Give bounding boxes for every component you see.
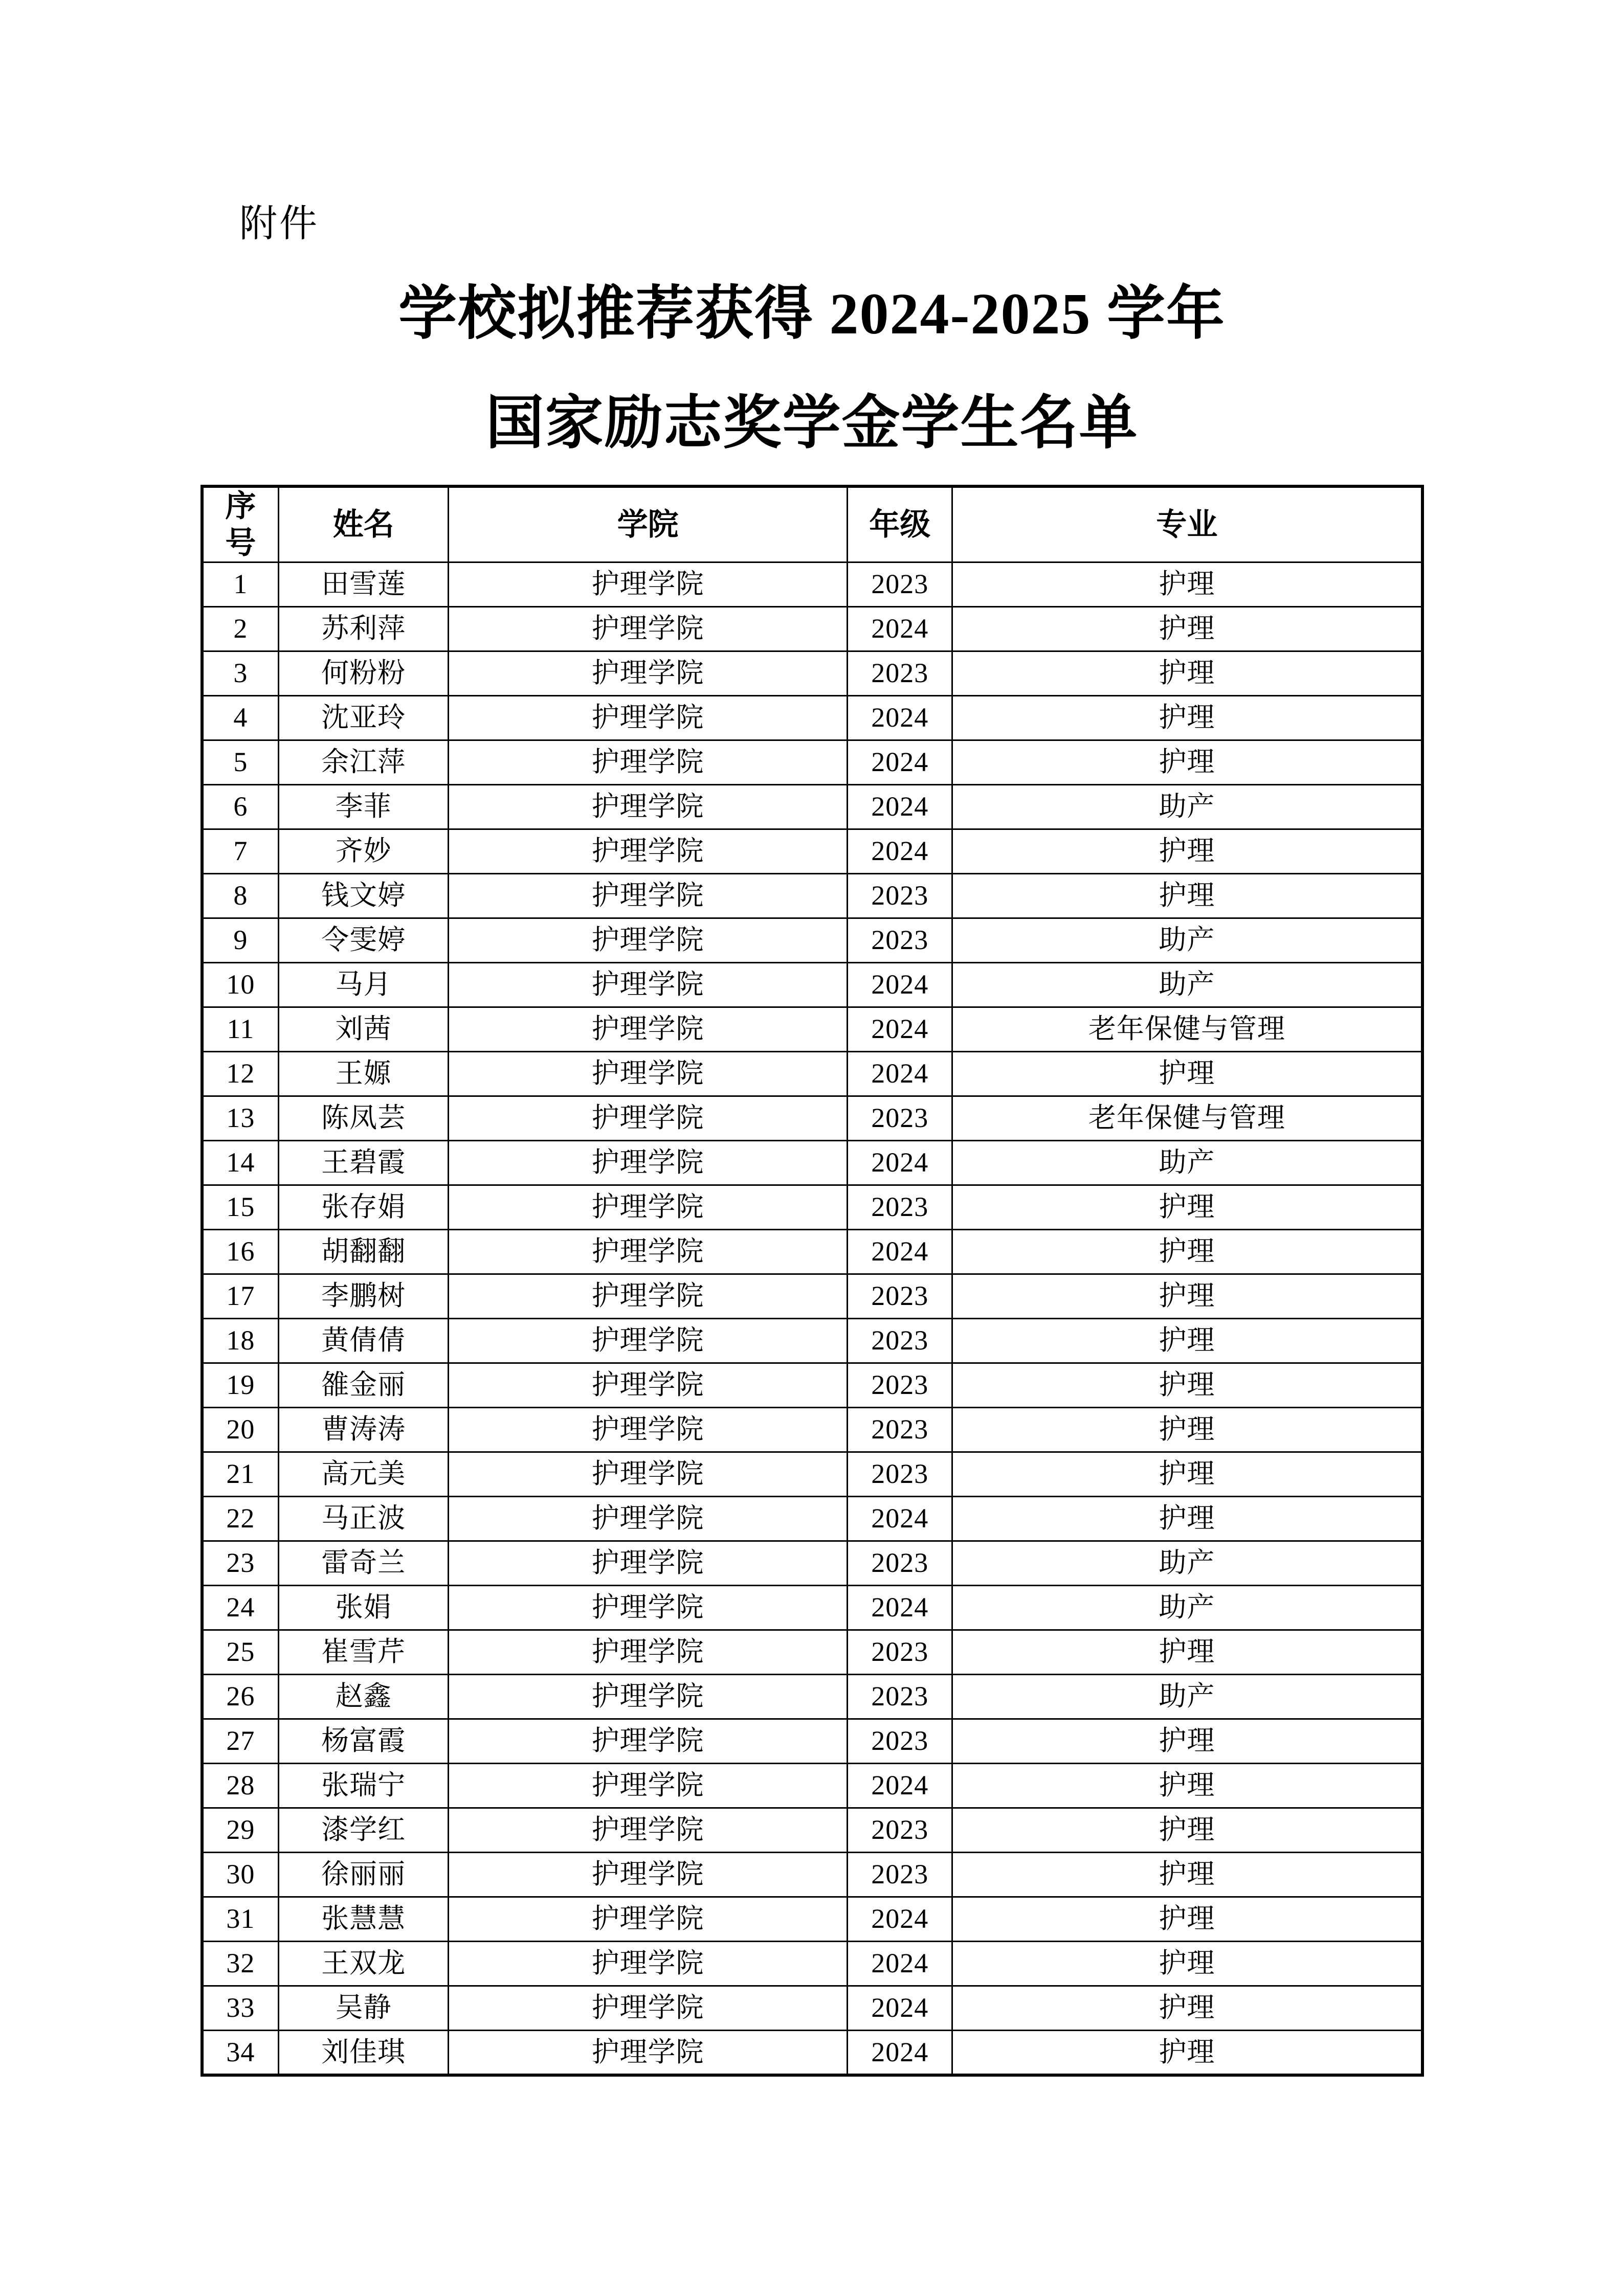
cell-grade: 2023: [848, 1408, 952, 1452]
cell-name: 曹涛涛: [279, 1408, 449, 1452]
cell-major: 护理: [952, 1897, 1422, 1942]
cell-name: 令雯婷: [279, 918, 449, 963]
table-row: [202, 607, 1422, 651]
cell-no: 6: [202, 785, 279, 829]
cell-grade: 2024: [848, 1052, 952, 1096]
cell-major: 护理: [952, 1808, 1422, 1853]
cell-no: 2: [202, 607, 279, 651]
cell-no: 10: [202, 963, 279, 1007]
table-row: [202, 1274, 1422, 1319]
cell-grade: 2023: [848, 1096, 952, 1141]
cell-no: 17: [202, 1274, 279, 1319]
cell-college: 护理学院: [448, 1452, 847, 1497]
cell-college: 护理学院: [448, 1052, 847, 1096]
cell-name: 雒金丽: [279, 1363, 449, 1408]
header-cell-no: 序号: [202, 486, 279, 562]
table-row: [202, 1497, 1422, 1541]
cell-college: 护理学院: [448, 1897, 847, 1942]
cell-no: 13: [202, 1096, 279, 1141]
cell-grade: 2024: [848, 1764, 952, 1808]
cell-no: 9: [202, 918, 279, 963]
cell-major: 助产: [952, 1586, 1422, 1630]
page-title-line1: 学校拟推荐获得 2024-2025 学年: [398, 281, 1226, 346]
table-row: [202, 1096, 1422, 1141]
cell-major: 助产: [952, 1675, 1422, 1719]
cell-grade: 2024: [848, 1897, 952, 1942]
cell-college: 护理学院: [448, 607, 847, 651]
cell-name: 齐妙: [279, 829, 449, 874]
table-row: [202, 1185, 1422, 1230]
cell-major: 护理: [952, 651, 1422, 696]
header-cell-grade: 年级: [848, 486, 952, 562]
cell-grade: 2023: [848, 1630, 952, 1675]
table-row: [202, 1808, 1422, 1853]
cell-grade: 2024: [848, 696, 952, 740]
table-row: [202, 1853, 1422, 1897]
cell-grade: 2023: [848, 1853, 952, 1897]
cell-college: 护理学院: [448, 1808, 847, 1853]
cell-major: 护理: [952, 1408, 1422, 1452]
cell-grade: 2024: [848, 963, 952, 1007]
cell-grade: 2024: [848, 785, 952, 829]
cell-college: 护理学院: [448, 740, 847, 785]
cell-college: 护理学院: [448, 1942, 847, 1986]
table-row: [202, 1764, 1422, 1808]
cell-college: 护理学院: [448, 651, 847, 696]
cell-no: 5: [202, 740, 279, 785]
cell-major: 助产: [952, 963, 1422, 1007]
table-row: [202, 1630, 1422, 1675]
cell-no: 30: [202, 1853, 279, 1897]
header-row: [202, 486, 1422, 562]
cell-no: 21: [202, 1452, 279, 1497]
cell-no: 15: [202, 1185, 279, 1230]
cell-major: 助产: [952, 1541, 1422, 1586]
cell-major: 护理: [952, 1497, 1422, 1541]
cell-college: 护理学院: [448, 1497, 847, 1541]
cell-major: 护理: [952, 1230, 1422, 1274]
table-row: [202, 696, 1422, 740]
cell-college: 护理学院: [448, 1319, 847, 1363]
cell-name: 徐丽丽: [279, 1853, 449, 1897]
cell-name: 刘茜: [279, 1007, 449, 1052]
table-row: [202, 740, 1422, 785]
cell-college: 护理学院: [448, 1363, 847, 1408]
header-cell-college: 学院: [448, 486, 847, 562]
cell-no: 23: [202, 1541, 279, 1586]
cell-grade: 2024: [848, 1007, 952, 1052]
cell-major: 护理: [952, 1986, 1422, 2031]
cell-no: 14: [202, 1141, 279, 1185]
cell-name: 刘佳琪: [279, 2031, 449, 2075]
cell-major: 助产: [952, 1141, 1422, 1185]
cell-no: 16: [202, 1230, 279, 1274]
table-row: [202, 1363, 1422, 1408]
cell-grade: 2024: [848, 1497, 952, 1541]
table-row: [202, 1541, 1422, 1586]
cell-no: 1: [202, 562, 279, 607]
cell-grade: 2023: [848, 874, 952, 918]
cell-college: 护理学院: [448, 1007, 847, 1052]
cell-no: 31: [202, 1897, 279, 1942]
cell-no: 3: [202, 651, 279, 696]
cell-major: 护理: [952, 1274, 1422, 1319]
cell-no: 18: [202, 1319, 279, 1363]
cell-name: 漆学红: [279, 1808, 449, 1853]
cell-college: 护理学院: [448, 562, 847, 607]
cell-grade: 2024: [848, 607, 952, 651]
cell-major: 护理: [952, 1363, 1422, 1408]
cell-college: 护理学院: [448, 696, 847, 740]
cell-college: 护理学院: [448, 1630, 847, 1675]
cell-name: 吴静: [279, 1986, 449, 2031]
cell-name: 陈凤芸: [279, 1096, 449, 1141]
cell-no: 28: [202, 1764, 279, 1808]
cell-grade: 2023: [848, 918, 952, 963]
cell-no: 4: [202, 696, 279, 740]
table-row: [202, 1408, 1422, 1452]
cell-grade: 2023: [848, 562, 952, 607]
cell-major: 老年保健与管理: [952, 1007, 1422, 1052]
cell-name: 李菲: [279, 785, 449, 829]
table-row: [202, 785, 1422, 829]
cell-name: 崔雪芹: [279, 1630, 449, 1675]
cell-college: 护理学院: [448, 1764, 847, 1808]
cell-name: 李鹏树: [279, 1274, 449, 1319]
cell-major: 护理: [952, 607, 1422, 651]
cell-grade: 2023: [848, 1363, 952, 1408]
cell-no: 25: [202, 1630, 279, 1675]
cell-no: 8: [202, 874, 279, 918]
cell-major: 护理: [952, 1452, 1422, 1497]
cell-college: 护理学院: [448, 1586, 847, 1630]
cell-name: 高元美: [279, 1452, 449, 1497]
table-body: [202, 562, 1422, 2075]
cell-name: 赵鑫: [279, 1675, 449, 1719]
cell-college: 护理学院: [448, 874, 847, 918]
cell-no: 19: [202, 1363, 279, 1408]
cell-name: 张慧慧: [279, 1897, 449, 1942]
cell-grade: 2024: [848, 1230, 952, 1274]
cell-grade: 2024: [848, 829, 952, 874]
cell-grade: 2023: [848, 1719, 952, 1764]
cell-no: 12: [202, 1052, 279, 1096]
cell-no: 33: [202, 1986, 279, 2031]
table-row: [202, 1986, 1422, 2031]
cell-name: 王嫄: [279, 1052, 449, 1096]
cell-no: 27: [202, 1719, 279, 1764]
cell-major: 护理: [952, 2031, 1422, 2075]
table-row: [202, 1452, 1422, 1497]
table-row: [202, 918, 1422, 963]
cell-major: 护理: [952, 696, 1422, 740]
table-row: [202, 1007, 1422, 1052]
cell-major: 护理: [952, 1630, 1422, 1675]
table-row: [202, 963, 1422, 1007]
cell-name: 余江萍: [279, 740, 449, 785]
cell-grade: 2024: [848, 1942, 952, 1986]
table-row: [202, 1719, 1422, 1764]
cell-college: 护理学院: [448, 1719, 847, 1764]
cell-college: 护理学院: [448, 1408, 847, 1452]
cell-no: 20: [202, 1408, 279, 1452]
cell-college: 护理学院: [448, 2031, 847, 2075]
cell-major: 护理: [952, 1052, 1422, 1096]
cell-name: 田雪莲: [279, 562, 449, 607]
cell-college: 护理学院: [448, 1141, 847, 1185]
cell-college: 护理学院: [448, 963, 847, 1007]
cell-grade: 2023: [848, 1274, 952, 1319]
cell-grade: 2023: [848, 1185, 952, 1230]
cell-major: 护理: [952, 1719, 1422, 1764]
table-row: [202, 562, 1422, 607]
cell-grade: 2023: [848, 651, 952, 696]
table-row: [202, 1052, 1422, 1096]
page-title-line2: 国家励志奖学金学生名单: [485, 391, 1139, 456]
cell-grade: 2024: [848, 740, 952, 785]
cell-major: 助产: [952, 918, 1422, 963]
cell-no: 34: [202, 2031, 279, 2075]
cell-name: 雷奇兰: [279, 1541, 449, 1586]
cell-major: 老年保健与管理: [952, 1096, 1422, 1141]
scholarship-roster-table: [201, 485, 1424, 2077]
cell-no: 26: [202, 1675, 279, 1719]
cell-major: 护理: [952, 829, 1422, 874]
table-row: [202, 1319, 1422, 1363]
cell-name: 胡翻翻: [279, 1230, 449, 1274]
cell-major: 护理: [952, 874, 1422, 918]
cell-no: 32: [202, 1942, 279, 1986]
table-row: [202, 1897, 1422, 1942]
cell-college: 护理学院: [448, 1096, 847, 1141]
cell-grade: 2023: [848, 1452, 952, 1497]
cell-major: 护理: [952, 1942, 1422, 1986]
table-row: [202, 2031, 1422, 2075]
cell-major: 护理: [952, 1185, 1422, 1230]
table-row: [202, 1586, 1422, 1630]
table-row: [202, 1675, 1422, 1719]
attachment-label: 附件: [239, 203, 319, 245]
cell-college: 护理学院: [448, 1185, 847, 1230]
cell-college: 护理学院: [448, 1675, 847, 1719]
cell-major: 助产: [952, 785, 1422, 829]
cell-grade: 2024: [848, 1586, 952, 1630]
cell-college: 护理学院: [448, 918, 847, 963]
cell-college: 护理学院: [448, 785, 847, 829]
cell-major: 护理: [952, 562, 1422, 607]
cell-name: 何粉粉: [279, 651, 449, 696]
cell-name: 张存娟: [279, 1185, 449, 1230]
cell-name: 杨富霞: [279, 1719, 449, 1764]
table-row: [202, 829, 1422, 874]
cell-name: 马正波: [279, 1497, 449, 1541]
cell-name: 黄倩倩: [279, 1319, 449, 1363]
cell-name: 沈亚玲: [279, 696, 449, 740]
table-row: [202, 1230, 1422, 1274]
cell-major: 护理: [952, 1764, 1422, 1808]
cell-college: 护理学院: [448, 1274, 847, 1319]
cell-no: 22: [202, 1497, 279, 1541]
cell-grade: 2023: [848, 1319, 952, 1363]
cell-major: 护理: [952, 1853, 1422, 1897]
cell-grade: 2024: [848, 2031, 952, 2075]
cell-college: 护理学院: [448, 1853, 847, 1897]
cell-major: 护理: [952, 740, 1422, 785]
cell-grade: 2024: [848, 1141, 952, 1185]
table-row: [202, 1942, 1422, 1986]
cell-name: 苏利萍: [279, 607, 449, 651]
cell-college: 护理学院: [448, 1541, 847, 1586]
cell-college: 护理学院: [448, 1986, 847, 2031]
table-row: [202, 874, 1422, 918]
table-row: [202, 1141, 1422, 1185]
cell-no: 24: [202, 1586, 279, 1630]
cell-college: 护理学院: [448, 1230, 847, 1274]
table-row: [202, 651, 1422, 696]
cell-no: 11: [202, 1007, 279, 1052]
cell-name: 王双龙: [279, 1942, 449, 1986]
cell-name: 马月: [279, 963, 449, 1007]
header-cell-name: 姓名: [279, 486, 449, 562]
cell-name: 张瑞宁: [279, 1764, 449, 1808]
cell-grade: 2024: [848, 1986, 952, 2031]
cell-grade: 2023: [848, 1541, 952, 1586]
cell-no: 7: [202, 829, 279, 874]
cell-grade: 2023: [848, 1675, 952, 1719]
header-cell-major: 专业: [952, 486, 1422, 562]
cell-major: 护理: [952, 1319, 1422, 1363]
cell-college: 护理学院: [448, 829, 847, 874]
cell-name: 王碧霞: [279, 1141, 449, 1185]
cell-no: 29: [202, 1808, 279, 1853]
cell-name: 钱文婷: [279, 874, 449, 918]
cell-name: 张娟: [279, 1586, 449, 1630]
cell-grade: 2023: [848, 1808, 952, 1853]
